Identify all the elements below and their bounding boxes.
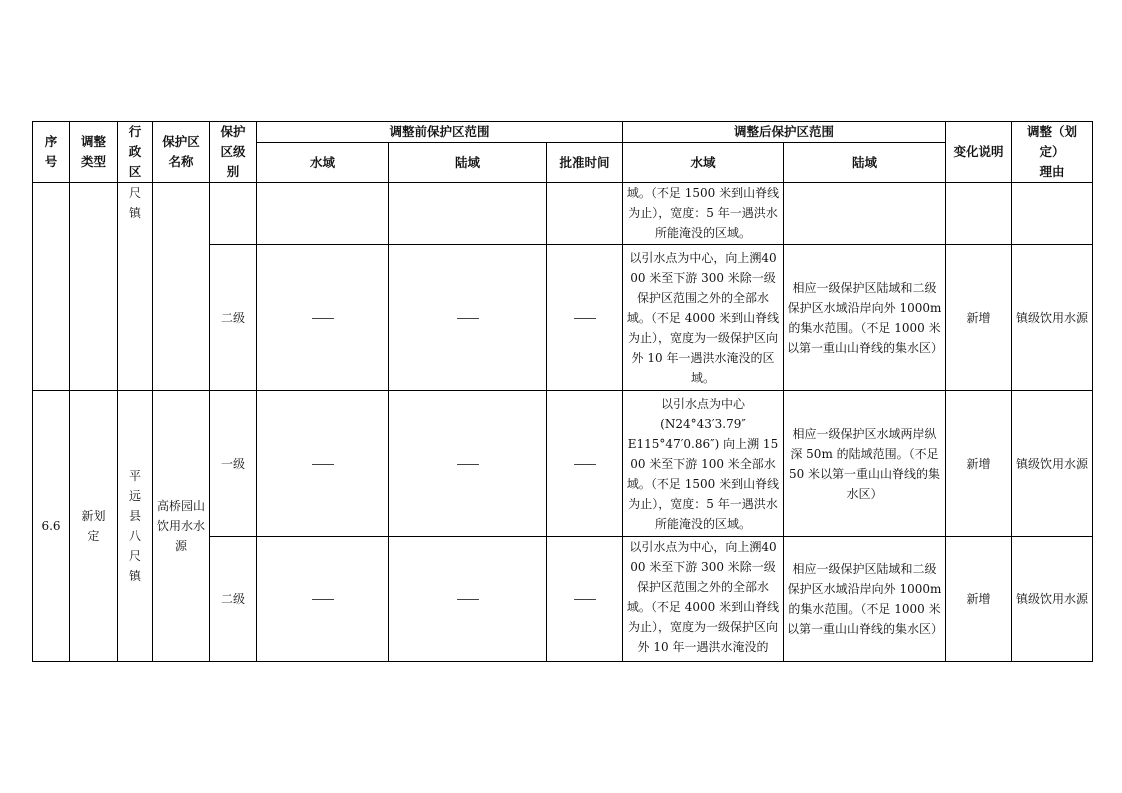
cell-water: —— — [257, 391, 389, 537]
col-land-before: 陆域 — [389, 143, 547, 183]
cell-reason: 镇级饮用水源 — [1012, 537, 1093, 662]
cell-water-after: 以引水点为中心，向上溯4000 米至下游 300 米除一级保护区范围之外的全部水域。（不足 4000 米到山脊线为止），宽度为一级保护区向外 10 年一遇洪水淹没的区域。 — [623, 245, 784, 391]
cell-water-after: 以引水点为中心 (N24°43′3.79″ E115°47′0.86″) 向上溯 1500 米至下游 100 米全部水域。（不足 1500 米到山脊线为止），宽度：5 年一遇洪水所能淹没的区域。 — [623, 391, 784, 537]
cell-admin: 平 远 县 八 尺 镇 — [118, 391, 153, 662]
protection-zone-table — [32, 121, 1093, 662]
cell-approval: —— — [547, 245, 623, 391]
table-row — [33, 183, 1093, 245]
cell-land: —— — [389, 391, 547, 537]
col-admin: 行 政 区 — [118, 122, 153, 183]
cell-change: 新增 — [946, 245, 1012, 391]
col-group-before: 调整前保护区范围 — [257, 122, 623, 143]
cell-reason: 镇级饮用水源 — [1012, 391, 1093, 537]
cell-change: 新增 — [946, 391, 1012, 537]
cell-adj-type — [70, 183, 118, 391]
cell-land-after: 相应一级保护区陆域和二级保护区水域沿岸向外 1000m 的集水范围。（不足 1000 米以第一重山山脊线的集水区） — [784, 245, 946, 391]
cell-water-after: 以引水点为中心，向上溯4000 米至下游 300 米除一级保护区范围之外的全部水域。（不足 4000 米到山脊线为止），宽度为一级保护区向外 10 年一遇洪水淹没的 — [623, 537, 784, 662]
table-row — [33, 391, 1093, 537]
col-name: 保护区 名称 — [153, 122, 210, 183]
col-adj-type: 调整 类型 — [70, 122, 118, 183]
cell-name: 高桥园山饮用水水源 — [153, 391, 210, 662]
cell-change — [946, 183, 1012, 245]
cell-water: —— — [257, 245, 389, 391]
cell-land — [389, 183, 547, 245]
cell-level — [210, 183, 257, 245]
cell-admin: 尺 镇 — [118, 183, 153, 391]
cell-change: 新增 — [946, 537, 1012, 662]
cell-land-after — [784, 183, 946, 245]
col-approval: 批准时间 — [547, 143, 623, 183]
cell-land-after: 相应一级保护区陆域和二级保护区水域沿岸向外 1000m 的集水范围。（不足 1000 米以第一重山山脊线的集水区） — [784, 537, 946, 662]
cell-approval — [547, 183, 623, 245]
cell-level: 二级 — [210, 537, 257, 662]
col-seq: 序 号 — [33, 122, 70, 183]
cell-seq — [33, 183, 70, 391]
cell-land: —— — [389, 245, 547, 391]
cell-land-after: 相应一级保护区水域两岸纵深 50m 的陆域范围。（不足 50 米以第一重山山脊线的集水区） — [784, 391, 946, 537]
cell-name — [153, 183, 210, 391]
cell-reason — [1012, 183, 1093, 245]
col-water-after: 水域 — [623, 143, 784, 183]
cell-water — [257, 183, 389, 245]
cell-adj-type: 新划 定 — [70, 391, 118, 662]
cell-land: —— — [389, 537, 547, 662]
cell-level: 一级 — [210, 391, 257, 537]
cell-reason: 镇级饮用水源 — [1012, 245, 1093, 391]
cell-water: —— — [257, 537, 389, 662]
col-land-after: 陆域 — [784, 143, 946, 183]
col-water-before: 水域 — [257, 143, 389, 183]
col-level: 保护 区级 别 — [210, 122, 257, 183]
cell-approval: —— — [547, 391, 623, 537]
col-reason: 调整（划定） 理由 — [1012, 122, 1093, 183]
col-change: 变化说明 — [946, 122, 1012, 183]
cell-water-after: 域。（不足 1500 米到山脊线为止），宽度：5 年一遇洪水所能淹没的区域。 — [623, 183, 784, 245]
cell-approval: —— — [547, 537, 623, 662]
cell-level: 二级 — [210, 245, 257, 391]
header-row-1 — [33, 122, 1093, 143]
cell-seq: 6.6 — [33, 391, 70, 662]
col-group-after: 调整后保护区范围 — [623, 122, 946, 143]
